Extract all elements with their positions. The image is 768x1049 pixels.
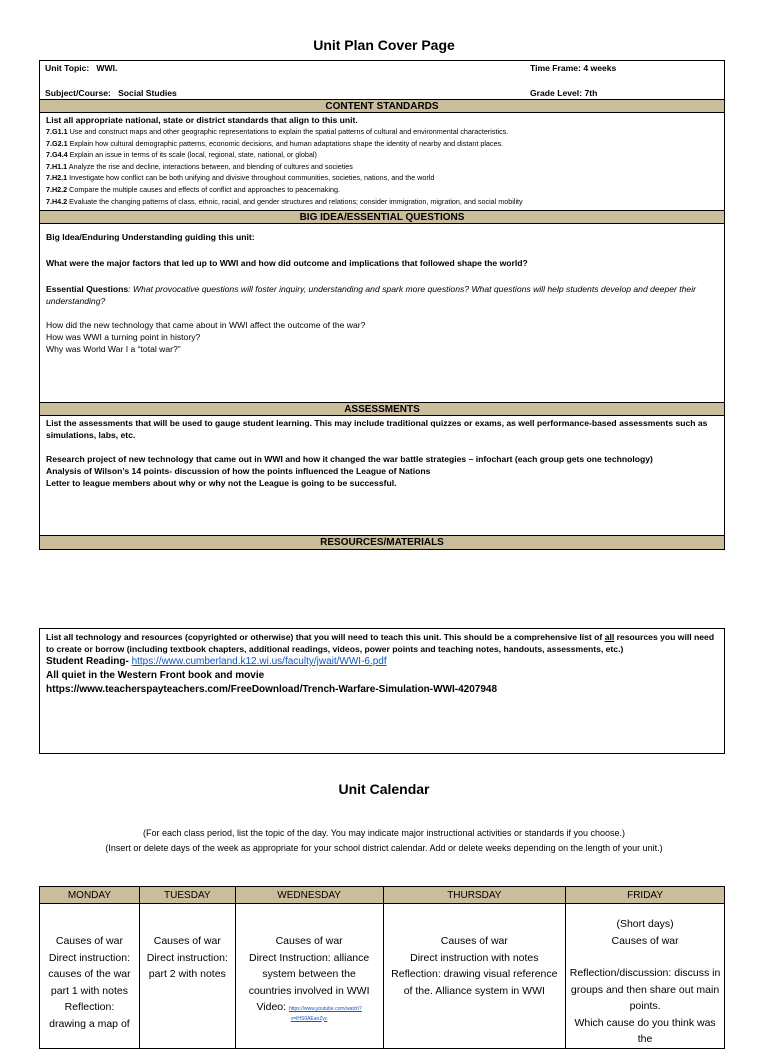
standard-item [40, 126, 724, 138]
standards-list [40, 126, 724, 207]
friday-line: Which cause do you think was the [574, 1016, 716, 1045]
standard-code: 7.H1.1 [46, 161, 68, 171]
unit-topic: Unit Topic: WWI. [45, 63, 118, 73]
standard-code: 7.H4.2 [46, 196, 68, 206]
monday-line: causes of the war [48, 968, 131, 980]
standard-code: 7.G1.1 [46, 127, 68, 136]
calendar-note-2: (Insert or delete days of the week as appropriate for your school district calendar. Add or delete weeks depending on the length of your unit.) [105, 843, 663, 853]
standard-code: 7.G2.1 [46, 138, 68, 148]
friday-spacer [568, 949, 722, 965]
standard-item [40, 149, 724, 161]
content-standards-header: CONTENT STANDARDS [40, 99, 724, 113]
wednesday-video: Video: https://www.youtube.com/watch? [256, 1001, 362, 1013]
day-header-tuesday: TUESDAY [139, 887, 235, 904]
standard-item [40, 172, 724, 184]
grade-level: Grade Level: 7th [530, 88, 598, 98]
assessments-section [40, 402, 724, 489]
standard-code: 7.G4.4 [46, 150, 68, 160]
essential-questions-prompt: Essential Questions: What provocative questions will foster inquiry, understanding and spark more questions? What questions will help students develop and deeper their understanding? [46, 284, 696, 306]
wednesday-line: Direct Instruction: alliance [249, 951, 370, 964]
simulation-resource: https://www.teacherspayteachers.com/FreeDownload/Trench-Warfare-Simulation-WWI-4207948 [46, 684, 498, 695]
monday-line: Causes of war [55, 935, 123, 947]
assessments-header: ASSESSMENTS [40, 402, 724, 416]
day-header-monday: MONDAY [40, 887, 140, 904]
friday-line: (Short days) [616, 918, 674, 930]
day-header-thursday: THURSDAY [383, 887, 566, 904]
big-idea-statement: What were the major factors that led up to WWI and how did outcome and implications that followed shape the world? [46, 258, 528, 268]
assessment-item: Letter to league members about why or why not the League is going to be successful. [46, 478, 397, 488]
monday-line: Direct instruction: [48, 951, 130, 964]
big-idea-label: Big Idea/Enduring Understanding guiding this unit: [46, 232, 255, 242]
friday-line: groups and then share out main [570, 983, 720, 996]
time-frame: Time Frame: 4 weeks [530, 63, 617, 73]
assessment-item: Research project of new technology that came out in WWI and how it changed the war battle strategies – infochart (each group gets one technology) [46, 454, 653, 464]
big-idea-header: BIG IDEA/ESSENTIAL QUESTIONS [40, 210, 724, 224]
standard-item [40, 184, 724, 196]
standard-text: Explain an issue in terms of its scale (local, regional, state, national, or global) [67, 150, 317, 160]
standard-item [40, 196, 724, 208]
standard-code: 7.H2.2 [46, 184, 68, 194]
cover-table [39, 60, 725, 550]
essential-question: How did the new technology that came about in WWI affect the outcome of the war? [46, 320, 366, 330]
wednesday-line: countries involved in WWI [248, 984, 370, 997]
wednesday-line: system between the [262, 968, 356, 980]
essential-question: How was WWI a turning point in history? [46, 332, 201, 342]
monday-line: Reflection: [64, 1001, 115, 1013]
standard-item [40, 138, 724, 150]
standard-text: Analyze the rise and decline, interactions between, and blending of cultures and societies [67, 161, 353, 171]
standard-text: Explain how cultural demographic patterns, economic decisions, and human adaptations shape the identity of nearby and distant places. [67, 138, 504, 148]
day-header-friday: FRIDAY [566, 887, 725, 904]
day-header-wednesday: WEDNESDAY [235, 887, 383, 904]
standard-text: Use and construct maps and other geographic representations to explain the spatial patterns of cultural and environmental characteristics. [67, 127, 509, 136]
resources-box [39, 628, 725, 754]
calendar-week-row [40, 904, 725, 1049]
standards-intro: List all appropriate national, state or district standards that align to this unit. [46, 115, 358, 125]
page-title: Unit Plan Cover Page [313, 37, 455, 53]
thursday-line: of the. Alliance system in WWI [403, 984, 545, 997]
assessments-list [40, 453, 724, 489]
calendar-header-row [40, 887, 725, 904]
friday-cell [566, 904, 725, 1049]
student-reading: Student Reading- https://www.cumberland.k12.wi.us/faculty/jwait/WWI-6.pdf [46, 656, 387, 667]
standard-text: Investigate how conflict can be both unifying and divisive throughout communities, societies, nations, and the world [67, 173, 435, 183]
content-standards-section [40, 99, 724, 207]
assessment-item: Analysis of Wilson’s 14 points- discussion of how the points influenced the League of Nations [46, 466, 431, 476]
big-idea-section [40, 210, 724, 355]
resources-header-section [40, 535, 724, 549]
essential-questions-list [40, 319, 724, 355]
resources-intro: List all technology and resources (copyrighted or otherwise) that you will need to teach this unit. This should be a comprehensive list of all resources you will need to create or borrow (including textbook chapters, additional readings, videos, power points and teaching notes, handouts, assessments, etc.) [46, 632, 715, 654]
tuesday-line: part 2 with notes [148, 968, 226, 980]
tuesday-line: Direct instruction: [146, 951, 228, 964]
standard-item [40, 161, 724, 173]
standard-text: Compare the multiple causes and effects of conflict and approaches to peacemaking. [67, 184, 340, 194]
friday-line: Reflection/discussion: discuss in [569, 967, 721, 979]
calendar-note-1: (For each class period, list the topic of the day. You may indicate major instructional activities or standards if you choose.) [142, 828, 626, 838]
standard-text: Evaluate the changing patterns of class, ethnic, racial, and gender structures and relations; consider immigration, migration, and social mobility [67, 196, 523, 206]
calendar-title: Unit Calendar [338, 781, 430, 797]
subject-course: Subject/Course: Social Studies [45, 88, 177, 98]
wednesday-cell [235, 904, 383, 1049]
friday-line: Causes of war [611, 934, 679, 947]
calendar-table [39, 886, 725, 1049]
assessments-intro: List the assessments that will be used to gauge student learning. This may include traditional quizzes or exams, as well performance-based assessments such as simulations, labs, etc. [46, 418, 708, 440]
monday-line: part 1 with notes [50, 984, 128, 997]
monday-cell [40, 904, 140, 1049]
book-resource: All quiet in the Western Front book and movie [46, 670, 265, 681]
tuesday-cell [139, 904, 235, 1049]
friday-line: points. [629, 1000, 661, 1012]
thursday-line: Causes of war [440, 935, 508, 947]
tuesday-line: Causes of war [153, 935, 221, 947]
monday-line: drawing a map of [49, 1017, 130, 1030]
standard-code: 7.H2.1 [46, 173, 68, 183]
thursday-line: Reflection: drawing visual reference [391, 968, 558, 980]
wednesday-video-link-cont[interactable]: v=lHS0AEanZyc [290, 1015, 328, 1022]
thursday-cell [383, 904, 566, 1049]
wednesday-video-link[interactable]: https://www.youtube.com/watch? [288, 1006, 362, 1012]
wednesday-line: Causes of war [275, 935, 343, 947]
essential-question: Why was World War I a “total war?” [46, 344, 181, 354]
resources-header: RESOURCES/MATERIALS [40, 535, 724, 549]
student-reading-link[interactable]: https://www.cumberland.k12.wi.us/faculty/jwait/WWI-6.pdf [131, 656, 387, 667]
thursday-line: Direct instruction with notes [410, 951, 539, 964]
